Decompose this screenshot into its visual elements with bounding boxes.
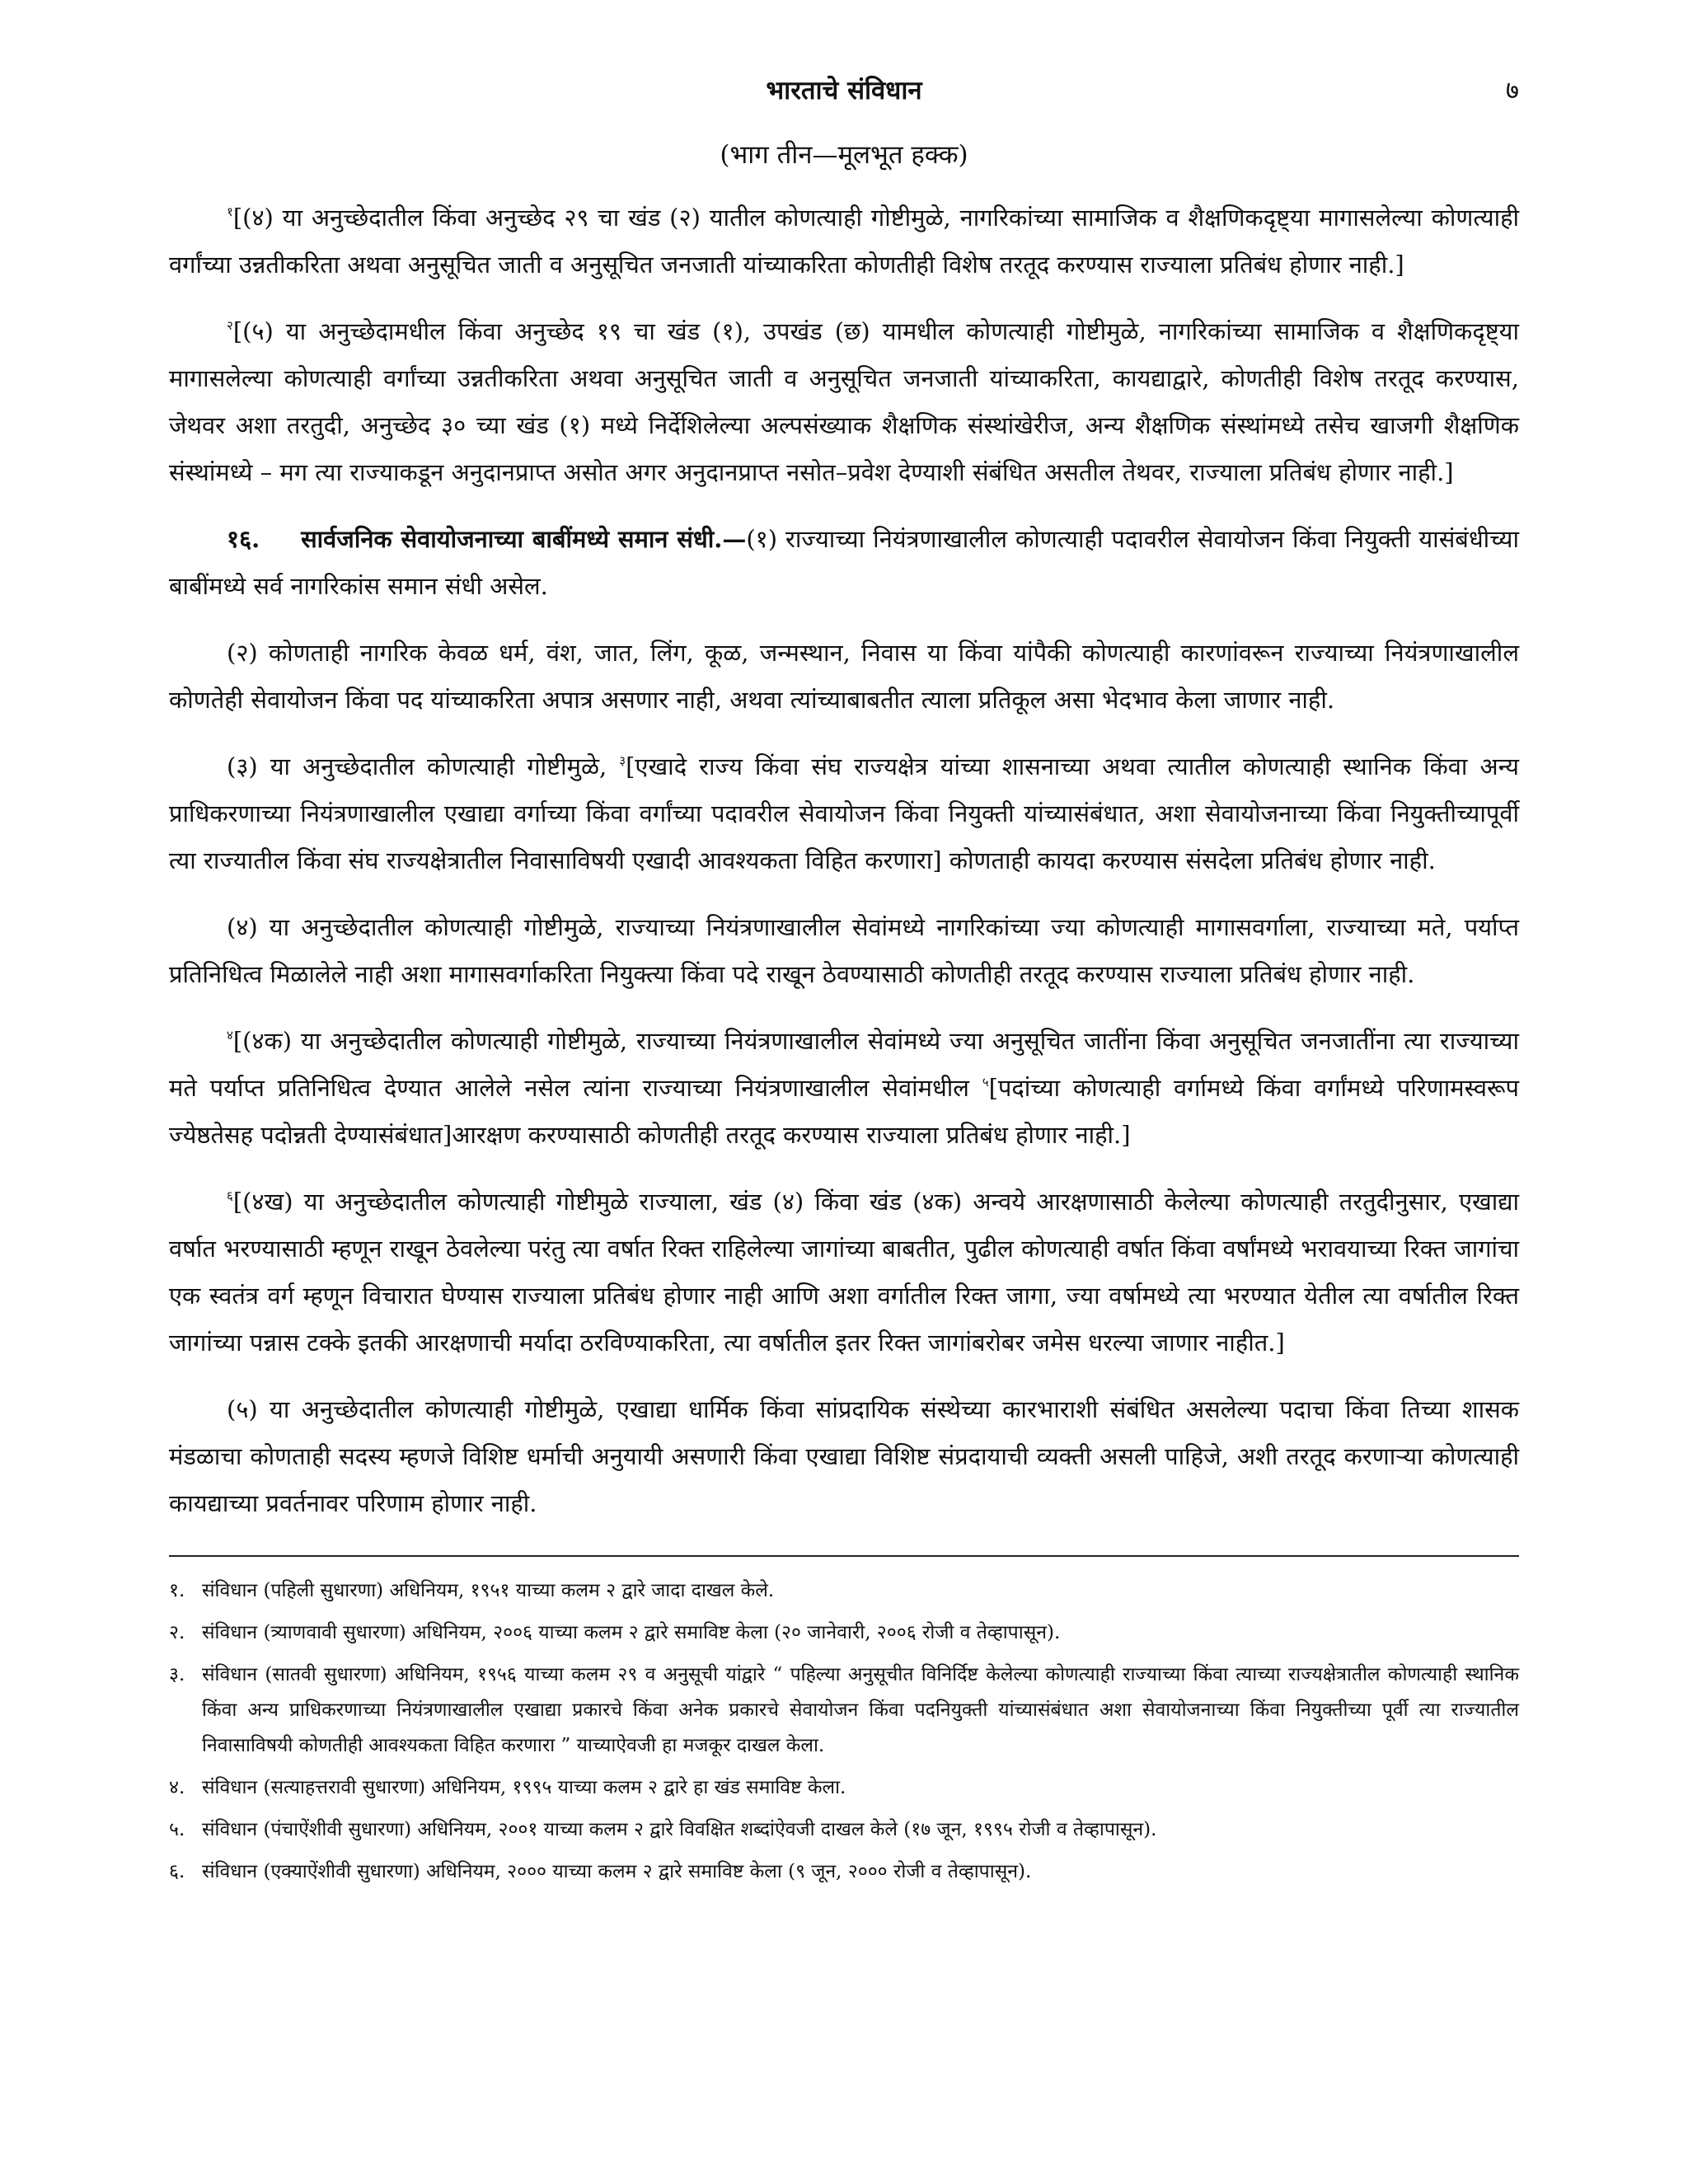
- clause-text: [पदांच्या कोणत्याही वर्गामध्ये किंवा वर्गांमध्ये परिणामस्वरूप ज्येष्ठतेसह पदोन्नती देण्यासंबंधात]आरक्षण करण्यासाठी कोणतीही तरतूद करण्यास राज्याला प्रतिबंध होणार नाही.]: [169, 1074, 1519, 1149]
- footnote-label: १.: [169, 1580, 185, 1601]
- clause-text: [(४ख) या अनुच्छेदातील कोणत्याही गोष्टीमुळे राज्याला, खंड (४) किंवा खंड (४क) अन्वये आरक्षणासाठी केलेल्या कोणत्याही तरतुदीनुसार, एखाद्या वर्षात भरण्यासाठी म्हणून राखून ठेवलेल्या परंतु त्या वर्षात रिक्त राहिलेल्या जागांच्या बाबतीत, पुढील कोणत्याही वर्षात किंवा वर्षांमध्ये भरावयाच्या रिक्त जागांचा एक स्वतंत्र वर्ग म्हणून विचारात घेण्यास राज्याला प्रतिबंध होणार नाही आणि अशा वर्गातील रिक्त जागा, ज्या वर्षामध्ये त्या भरण्यात येतील त्या वर्षातील रिक्त जागांच्या पन्नास टक्के इतकी आरक्षणाची मर्यादा ठरविण्याकरिता, त्या वर्षातील इतर रिक्त जागांबरोबर जमेस धरल्या जाणार नाहीत.]: [169, 1188, 1519, 1357]
- article16-clause4a: [169, 1018, 1519, 1159]
- footnote-marker: २: [227, 318, 233, 333]
- footnote-label: ६.: [169, 1861, 185, 1882]
- footnote-item: [169, 1657, 1519, 1764]
- page-header: [169, 66, 1519, 115]
- footnote-text: संविधान (पहिली सुधारणा) अधिनियम, १९५१ याच्या कलम २ द्वारे जादा दाखल केले.: [202, 1580, 775, 1601]
- paragraph-article15-clause5: [169, 308, 1519, 496]
- footnote-marker: १: [227, 204, 233, 219]
- footnote-label: २.: [169, 1622, 185, 1643]
- footnote-item: [169, 1615, 1519, 1651]
- article16-clause4b: [169, 1179, 1519, 1366]
- footnote-label: ३.: [169, 1664, 185, 1685]
- paragraph-text: [(४) या अनुच्छेदातील किंवा अनुच्छेद २९ चा खंड (२) यातील कोणत्याही गोष्टीमुळे, नागरिकांच्या सामाजिक व शैक्षणिकदृष्ट्या मागासलेल्या कोणत्याही वर्गांच्या उन्नतीकरिता अथवा अनुसूचित जाती व अनुसूचित जनजाती यांच्याकरिता कोणतीही विशेष तरतूद करण्यास राज्याला प्रतिबंध होणार नाही.]: [169, 204, 1519, 279]
- clause-text: (१) राज्याच्या नियंत्रणाखालील कोणत्याही पदावरील सेवायोजन किंवा नियुक्ती यासंबंधीच्या बाबींमध्ये सर्व नागरिकांस समान संधी असेल.: [169, 525, 1520, 600]
- page-title: भारताचे संविधान: [766, 76, 922, 105]
- footnote-item: [169, 1854, 1519, 1890]
- article16-clause4: [169, 904, 1519, 998]
- footnote-text: संविधान (एक्याऐंशीवी सुधारणा) अधिनियम, २००० याच्या कलम २ द्वारे समाविष्ट केला (९ जून, २००० रोजी व तेव्हापासून).: [202, 1861, 1032, 1882]
- footnote-text: संविधान (त्र्याणवावी सुधारणा) अधिनियम, २००६ याच्या कलम २ द्वारे समाविष्ट केला (२० जानेवारी, २००६ रोजी व तेव्हापासून).: [202, 1622, 1061, 1643]
- clause-text: (५) या अनुच्छेदातील कोणत्याही गोष्टीमुळे, एखाद्या धार्मिक किंवा सांप्रदायिक संस्थेच्या कारभाराशी संबंधित असलेल्या पदाचा किंवा तिच्या शासक मंडळाचा कोणताही सदस्य म्हणजे विशिष्ट धर्माची अनुयायी असणारी किंवा एखाद्या विशिष्ट संप्रदायाची व्यक्ती असली पाहिजे, अशी तरतूद करणाऱ्या कोणत्याही कायद्याच्या प्रवर्तनावर परिणाम होणार नाही.: [169, 1395, 1519, 1517]
- clause-text: (३) या अनुच्छेदातील कोणत्याही गोष्टीमुळे,: [227, 752, 620, 780]
- article16-clause3: [169, 743, 1519, 884]
- paragraph-article15-clause4: [169, 194, 1519, 288]
- part-heading: (भाग तीन—मूलभूत हक्क): [720, 140, 968, 170]
- footnote-marker: ४: [227, 1028, 233, 1043]
- footnote-divider: [169, 1555, 1519, 1557]
- footnote-text: संविधान (पंचाऐंशीवी सुधारणा) अधिनियम, २००१ याच्या कलम २ द्वारे विवक्षित शब्दांऐवजी दाखल केले (१७ जून, १९९५ रोजी व तेव्हापासून).: [202, 1819, 1157, 1840]
- clause-text: [(४क) या अनुच्छेदातील कोणत्याही गोष्टीमुळे, राज्याच्या नियंत्रणाखालील सेवांमध्ये ज्या अनुसूचित जातींना किंवा अनुसूचित जनजातींना त्या राज्याच्या मते पर्याप्त प्रतिनिधित्व देण्यात आलेले नसेल त्यांना राज्याच्या नियंत्रणाखालील सेवांमधील: [169, 1027, 1519, 1102]
- clause-text: (४) या अनुच्छेदातील कोणत्याही गोष्टीमुळे, राज्याच्या नियंत्रणाखालील सेवांमध्ये नागरिकांच्या ज्या कोणत्याही मागासवर्गाला, राज्याच्या मते, पर्याप्त प्रतिनिधित्व मिळालेले नाही अशा मागासवर्गाकरिता नियुक्त्या किंवा पदे राखून ठेवण्यासाठी कोणतीही तरतूद करण्यास राज्याला प्रतिबंध होणार नाही.: [169, 913, 1519, 988]
- article-title: सार्वजनिक सेवायोजनाच्या बाबींमध्ये समान संधी.—: [301, 525, 747, 553]
- footnotes-list: [169, 1573, 1519, 1890]
- article-number: १६.: [227, 525, 260, 553]
- clause-text: [एखादे राज्य किंवा संघ राज्यक्षेत्र यांच्या शासनाच्या अथवा त्यातील कोणत्याही स्थानिक किंवा अन्य प्राधिकरणाच्या नियंत्रणाखालील एखाद्या वर्गाच्या किंवा वर्गांच्या पदावरील सेवायोजन किंवा नियुक्ती यांच्यासंबंधात, अशा सेवायोजनाच्या किंवा नियुक्तीच्यापूर्वी त्या राज्यातील किंवा संघ राज्यक्षेत्रातील निवासाविषयी एखादी आवश्यकता विहित करणारा] कोणताही कायदा करण्यास संसदेला प्रतिबंध होणार नाही.: [169, 752, 1519, 874]
- footnote-label: ४.: [169, 1777, 185, 1798]
- footnote-text: संविधान (सत्याहत्तरावी सुधारणा) अधिनियम, १९९५ याच्या कलम २ द्वारे हा खंड समाविष्ट केला.: [202, 1777, 846, 1798]
- footnote-marker: ६: [227, 1188, 233, 1203]
- footnote-item: [169, 1770, 1519, 1806]
- article16-clause1: [169, 516, 1519, 610]
- clause-text: (२) कोणताही नागरिक केवळ धर्म, वंश, जात, लिंग, कूळ, जन्मस्थान, निवास या किंवा यांपैकी कोणत्याही कारणांवरून राज्याच्या नियंत्रणाखालील कोणतेही सेवायोजन किंवा पद यांच्याकरिता अपात्र असणार नाही, अथवा त्यांच्याबाबतीत त्याला प्रतिकूल असा भेदभाव केला जाणार नाही.: [169, 639, 1519, 714]
- footnote-text: संविधान (सातवी सुधारणा) अधिनियम, १९५६ याच्या कलम २९ व अनुसूची यांद्वारे “ पहिल्या अनुसूचीत विनिर्दिष्ट केलेल्या कोणत्याही राज्याच्या किंवा त्याच्या राज्यक्षेत्रातील कोणत्याही स्थानिक किंवा अन्य प्राधिकरणाच्या नियंत्रणाखालील एखाद्या प्रकारचे किंवा अनेक प्रकारचे सेवायोजन किंवा पदनियुक्ती यांच्यासंबंधात अशा सेवायोजनाच्या किंवा नियुक्तीच्या पूर्वी त्या राज्यातील निवासाविषयी कोणतीही आवश्यकता विहित करणारा ” याच्याऐवजी हा मजकूर दाखल केला.: [202, 1664, 1519, 1756]
- page-number: ७: [1505, 76, 1519, 105]
- footnote-label: ५.: [169, 1819, 185, 1840]
- footnote-item: [169, 1812, 1519, 1848]
- article16-clause2: [169, 630, 1519, 724]
- footnote-marker: ३: [619, 753, 626, 768]
- footnote-item: [169, 1573, 1519, 1609]
- paragraph-text: [(५) या अनुच्छेदामधील किंवा अनुच्छेद १९ चा खंड (१), उपखंड (छ) यामधील कोणत्याही गोष्टीमुळे, नागरिकांच्या सामाजिक व शैक्षणिकदृष्ट्या मागासलेल्या कोणत्याही वर्गांच्या उन्नतीकरिता अथवा अनुसूचित जाती व अनुसूचित जनजाती यांच्याकरिता, कायद्याद्वारे, कोणतीही विशेष तरतूद करण्यास, जेथवर अशा तरतुदी, अनुच्छेद ३० च्या खंड (१) मध्ये निर्देशिलेल्या अल्पसंख्याक शैक्षणिक संस्थांखेरीज, अन्य शैक्षणिक संस्थांमध्ये तसेच खाजगी शैक्षणिक संस्थांमध्ये – मग त्या राज्याकडून अनुदानप्राप्त असोत अगर अनुदानप्राप्त नसोत–प्रवेश देण्याशी संबंधित असतील तेथवर, राज्याला प्रतिबंध होणार नाही.]: [169, 317, 1519, 486]
- article16-clause5: [169, 1386, 1519, 1527]
- footnote-marker: ५: [982, 1075, 989, 1090]
